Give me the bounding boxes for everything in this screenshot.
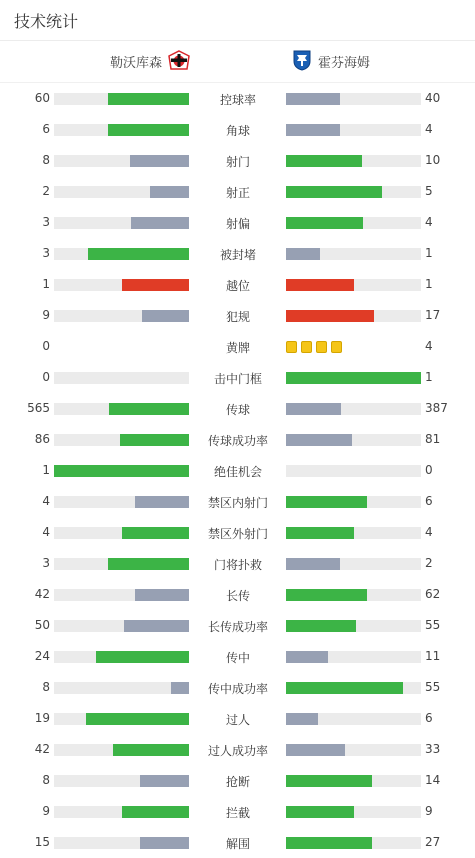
home-value: 15 [34, 835, 50, 849]
away-value: 81 [425, 432, 441, 446]
away-bar-fill [286, 775, 372, 787]
away-bar-track [286, 279, 421, 291]
stat-label: 传球成功率 [207, 434, 268, 448]
stat-label: 被封堵 [219, 248, 256, 262]
away-bar-fill [286, 434, 352, 446]
home-value: 9 [42, 308, 50, 322]
stats-list [0, 83, 475, 858]
yellow-card-icon [316, 341, 327, 353]
away-bar-track [286, 496, 421, 508]
away-bar-fill [286, 155, 362, 167]
home-bar-fill [131, 217, 189, 229]
home-bar-track [54, 465, 189, 477]
home-value: 86 [34, 432, 50, 446]
away-value: 14 [425, 773, 441, 787]
stat-label: 绝佳机会 [213, 465, 262, 479]
away-bar-track [286, 806, 421, 818]
home-bar-track [54, 279, 189, 291]
home-bar-track [54, 186, 189, 198]
stat-label: 黄牌 [225, 341, 250, 355]
stat-row [0, 517, 475, 548]
stat-label: 门将扑救 [213, 558, 262, 572]
home-value: 6 [42, 122, 50, 136]
stat-label: 控球率 [219, 93, 256, 107]
home-bar-fill [140, 775, 189, 787]
stat-label: 禁区内射门 [207, 496, 268, 510]
away-bar-fill [286, 558, 340, 570]
stat-label: 击中门框 [213, 372, 262, 386]
stat-label: 长传 [225, 589, 250, 603]
stat-row [0, 269, 475, 300]
away-bar-track [286, 558, 421, 570]
home-bar-track [54, 217, 189, 229]
home-value: 8 [42, 680, 50, 694]
away-bar-fill [286, 403, 341, 415]
home-value: 3 [42, 556, 50, 570]
home-value: 565 [27, 401, 50, 415]
away-value: 62 [425, 587, 441, 601]
away-bar-fill [286, 806, 354, 818]
home-bar-track [54, 589, 189, 601]
stat-label: 抢断 [225, 775, 250, 789]
away-bar-track [286, 465, 421, 477]
home-value: 3 [42, 246, 50, 260]
teams-header [0, 41, 475, 83]
home-bar-fill [130, 155, 189, 167]
stat-row [0, 331, 475, 362]
stat-row [0, 207, 475, 238]
away-bar-track [286, 186, 421, 198]
stat-label: 射正 [225, 186, 250, 200]
away-bar-track [286, 248, 421, 260]
home-bar-track [54, 155, 189, 167]
stat-row [0, 145, 475, 176]
home-value: 2 [42, 184, 50, 198]
home-bar-fill [108, 93, 189, 105]
home-value: 4 [42, 494, 50, 508]
away-value: 55 [425, 680, 441, 694]
away-bar-track [286, 713, 421, 725]
home-team[interactable] [0, 41, 190, 82]
away-bar-fill [286, 744, 345, 756]
stat-row [0, 393, 475, 424]
home-value: 60 [34, 91, 50, 105]
away-value: 2 [425, 556, 433, 570]
home-value: 19 [34, 711, 50, 725]
home-bar-track [54, 651, 189, 663]
away-bar-fill [286, 372, 421, 384]
home-bar-fill [108, 558, 189, 570]
stat-row [0, 734, 475, 765]
leverkusen-crest-icon [168, 50, 190, 74]
home-value: 8 [42, 153, 50, 167]
away-bar-fill [286, 713, 318, 725]
stat-label: 犯规 [225, 310, 250, 324]
hoffenheim-crest-icon [292, 49, 312, 75]
away-value: 387 [425, 401, 448, 415]
home-value: 42 [34, 587, 50, 601]
home-bar-fill [96, 651, 189, 663]
home-bar-track [54, 620, 189, 632]
away-value: 17 [425, 308, 441, 322]
home-bar-fill [86, 713, 189, 725]
away-bar-fill [286, 279, 354, 291]
stat-label: 拦截 [225, 806, 250, 820]
stat-row [0, 703, 475, 734]
home-team-name: 勒沃库森 [109, 56, 162, 71]
stat-label: 射偏 [225, 217, 250, 231]
away-bar-track [286, 217, 421, 229]
away-bar-fill [286, 837, 372, 849]
stat-label: 射门 [225, 155, 250, 169]
away-bar-track [286, 310, 421, 322]
away-value: 1 [425, 277, 433, 291]
away-value: 5 [425, 184, 433, 198]
stat-label: 禁区外射门 [207, 527, 268, 541]
home-bar-track [54, 527, 189, 539]
away-bar-track [286, 372, 421, 384]
away-value: 4 [425, 122, 433, 136]
away-value: 6 [425, 711, 433, 725]
home-bar-fill [122, 806, 190, 818]
away-value: 33 [425, 742, 441, 756]
away-team-name: 霍芬海姆 [318, 56, 371, 71]
home-bar-fill [122, 527, 190, 539]
home-value: 42 [34, 742, 50, 756]
away-bar-fill [286, 248, 320, 260]
stat-row [0, 796, 475, 827]
home-bar-fill [108, 124, 189, 136]
stat-label: 过人 [225, 713, 250, 727]
home-bar-fill [140, 837, 189, 849]
away-bar-fill [286, 217, 363, 229]
home-value: 0 [42, 339, 50, 353]
stat-row [0, 641, 475, 672]
home-bar-track [54, 837, 189, 849]
home-bar-fill [135, 589, 189, 601]
stat-row [0, 455, 475, 486]
away-bar-fill [286, 589, 367, 601]
stat-row [0, 827, 475, 858]
away-bar-track [286, 434, 421, 446]
home-bar-fill [122, 279, 190, 291]
home-bar-track [54, 403, 189, 415]
away-bar-track [286, 744, 421, 756]
stat-row [0, 114, 475, 145]
stat-label: 传球 [225, 403, 250, 417]
yellow-card-icon [286, 341, 297, 353]
stat-label: 传中成功率 [207, 682, 268, 696]
away-value: 27 [425, 835, 441, 849]
away-bar-track [286, 651, 421, 663]
home-bar-fill [120, 434, 189, 446]
away-value: 6 [425, 494, 433, 508]
stat-row [0, 300, 475, 331]
home-bar-fill [88, 248, 189, 260]
home-bar-track [54, 496, 189, 508]
home-bar-fill [171, 682, 189, 694]
page-title: 技术统计 [14, 12, 79, 31]
stat-row [0, 424, 475, 455]
home-bar-track [54, 372, 189, 384]
away-bar-track [286, 124, 421, 136]
stat-row [0, 486, 475, 517]
stat-row [0, 672, 475, 703]
stat-label: 传中 [225, 651, 250, 665]
home-bar-track [54, 434, 189, 446]
away-bar-track [286, 589, 421, 601]
stat-row [0, 176, 475, 207]
away-value: 9 [425, 804, 433, 818]
stat-row [0, 83, 475, 114]
away-bar-track [286, 775, 421, 787]
away-value: 4 [425, 525, 433, 539]
away-value: 1 [425, 370, 433, 384]
stat-row [0, 579, 475, 610]
away-value: 11 [425, 649, 441, 663]
home-bar-fill [54, 465, 189, 477]
stat-label: 角球 [225, 124, 250, 138]
home-bar-track [54, 744, 189, 756]
home-value: 9 [42, 804, 50, 818]
stat-row [0, 610, 475, 641]
stat-label: 过人成功率 [207, 744, 268, 758]
home-bar-fill [142, 310, 189, 322]
yellow-card-icon [301, 341, 312, 353]
home-value: 4 [42, 525, 50, 539]
away-bar-fill [286, 496, 367, 508]
away-bar-fill [286, 682, 403, 694]
home-value: 1 [42, 463, 50, 477]
home-bar-track [54, 310, 189, 322]
away-value: 0 [425, 463, 433, 477]
home-bar-track [54, 775, 189, 787]
home-bar-track [54, 124, 189, 136]
home-bar-track [54, 806, 189, 818]
away-team[interactable] [292, 41, 370, 82]
away-bar-track [286, 682, 421, 694]
stat-row [0, 765, 475, 796]
stat-label: 长传成功率 [207, 620, 268, 634]
away-value: 4 [425, 339, 433, 353]
away-bar-fill [286, 186, 382, 198]
away-bar-fill [286, 124, 340, 136]
home-bar-track [54, 682, 189, 694]
home-value: 50 [34, 618, 50, 632]
away-bar-track [286, 620, 421, 632]
home-bar-track [54, 248, 189, 260]
away-bar-fill [286, 651, 328, 663]
home-bar-track [54, 558, 189, 570]
away-value: 55 [425, 618, 441, 632]
home-value: 3 [42, 215, 50, 229]
home-bar-fill [150, 186, 189, 198]
away-bar-fill [286, 93, 340, 105]
stat-label: 越位 [225, 279, 250, 293]
away-bar-fill [286, 527, 354, 539]
home-value: 8 [42, 773, 50, 787]
home-bar-fill [109, 403, 189, 415]
away-value: 4 [425, 215, 433, 229]
home-bar-fill [135, 496, 189, 508]
home-value: 1 [42, 277, 50, 291]
away-bar-track [286, 403, 421, 415]
header [0, 0, 475, 41]
away-bar-track [286, 155, 421, 167]
home-bar-track [54, 713, 189, 725]
stat-label: 解围 [225, 837, 250, 851]
home-bar-fill [113, 744, 189, 756]
home-value: 24 [34, 649, 50, 663]
stat-row [0, 238, 475, 269]
away-bar-fill [286, 620, 356, 632]
away-bar-track [286, 527, 421, 539]
away-value: 40 [425, 91, 441, 105]
home-bar-track [54, 93, 189, 105]
away-value: 10 [425, 153, 441, 167]
home-value: 0 [42, 370, 50, 384]
home-bar-fill [124, 620, 189, 632]
away-bar-track [286, 93, 421, 105]
away-bar-fill [286, 310, 374, 322]
stat-row [0, 548, 475, 579]
away-value: 1 [425, 246, 433, 260]
yellow-cards [286, 341, 342, 353]
away-bar-track [286, 837, 421, 849]
yellow-card-icon [331, 341, 342, 353]
stat-row [0, 362, 475, 393]
